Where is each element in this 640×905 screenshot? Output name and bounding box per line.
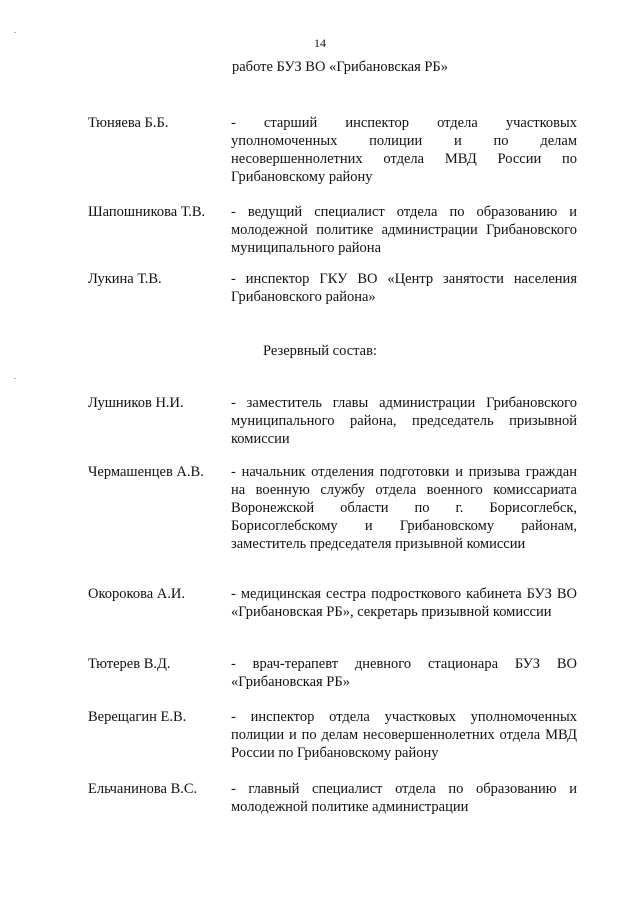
scan-margin-mark bbox=[14, 378, 16, 379]
page-number: 14 bbox=[314, 36, 326, 50]
member-role: - заместитель главы администрации Грибановского муниципального района, председатель призывной комиссии bbox=[231, 395, 577, 447]
scan-margin-mark bbox=[14, 32, 16, 33]
member-name: Верещагин Е.В. bbox=[88, 709, 187, 725]
member-role: - инспектор отдела участковых уполномоченных полиции и по делам несовершеннолетних отдела МВД России по Грибановскому району bbox=[231, 709, 577, 761]
member-name: Окорокова А.И. bbox=[88, 586, 185, 602]
member-name: Шапошникова Т.В. bbox=[88, 204, 206, 220]
member-name: Лушников Н.И. bbox=[88, 395, 184, 411]
member-role: - начальник отделения подготовки и призыва граждан на военную службу отдела военного комиссариата Воронежской области по г. Борисоглебск, Борисоглебскому и Грибановскому районам, заместитель председателя призывной комиссии bbox=[231, 464, 577, 552]
member-role: - врач-терапевт дневного стационара БУЗ ВО «Грибановская РБ» bbox=[231, 656, 577, 690]
continuation-line: работе БУЗ ВО «Грибановская РБ» bbox=[232, 59, 449, 75]
member-role: - главный специалист отдела по образованию и молодежной политике администрации bbox=[231, 781, 577, 815]
reserve-section-heading: Резервный состав: bbox=[263, 343, 377, 359]
member-name: Тютерев В.Д. bbox=[88, 656, 171, 672]
member-role: - старший инспектор отдела участковых уполномоченных полиции и по делам несовершеннолетних отдела МВД России по Грибановскому району bbox=[231, 115, 577, 185]
member-role: - ведущий специалист отдела по образованию и молодежной политике администрации Грибановского муниципального района bbox=[231, 204, 577, 256]
member-name: Чермашенцев А.В. bbox=[88, 464, 204, 480]
member-role: - медицинская сестра подросткового кабинета БУЗ ВО «Грибановская РБ», секретарь призывной комиссии bbox=[231, 586, 577, 620]
member-role: - инспектор ГКУ ВО «Центр занятости населения Грибановского района» bbox=[231, 271, 577, 305]
member-name: Тюняева Б.Б. bbox=[88, 115, 169, 131]
member-name: Лукина Т.В. bbox=[88, 271, 162, 287]
member-name: Ельчанинова В.С. bbox=[88, 781, 198, 797]
